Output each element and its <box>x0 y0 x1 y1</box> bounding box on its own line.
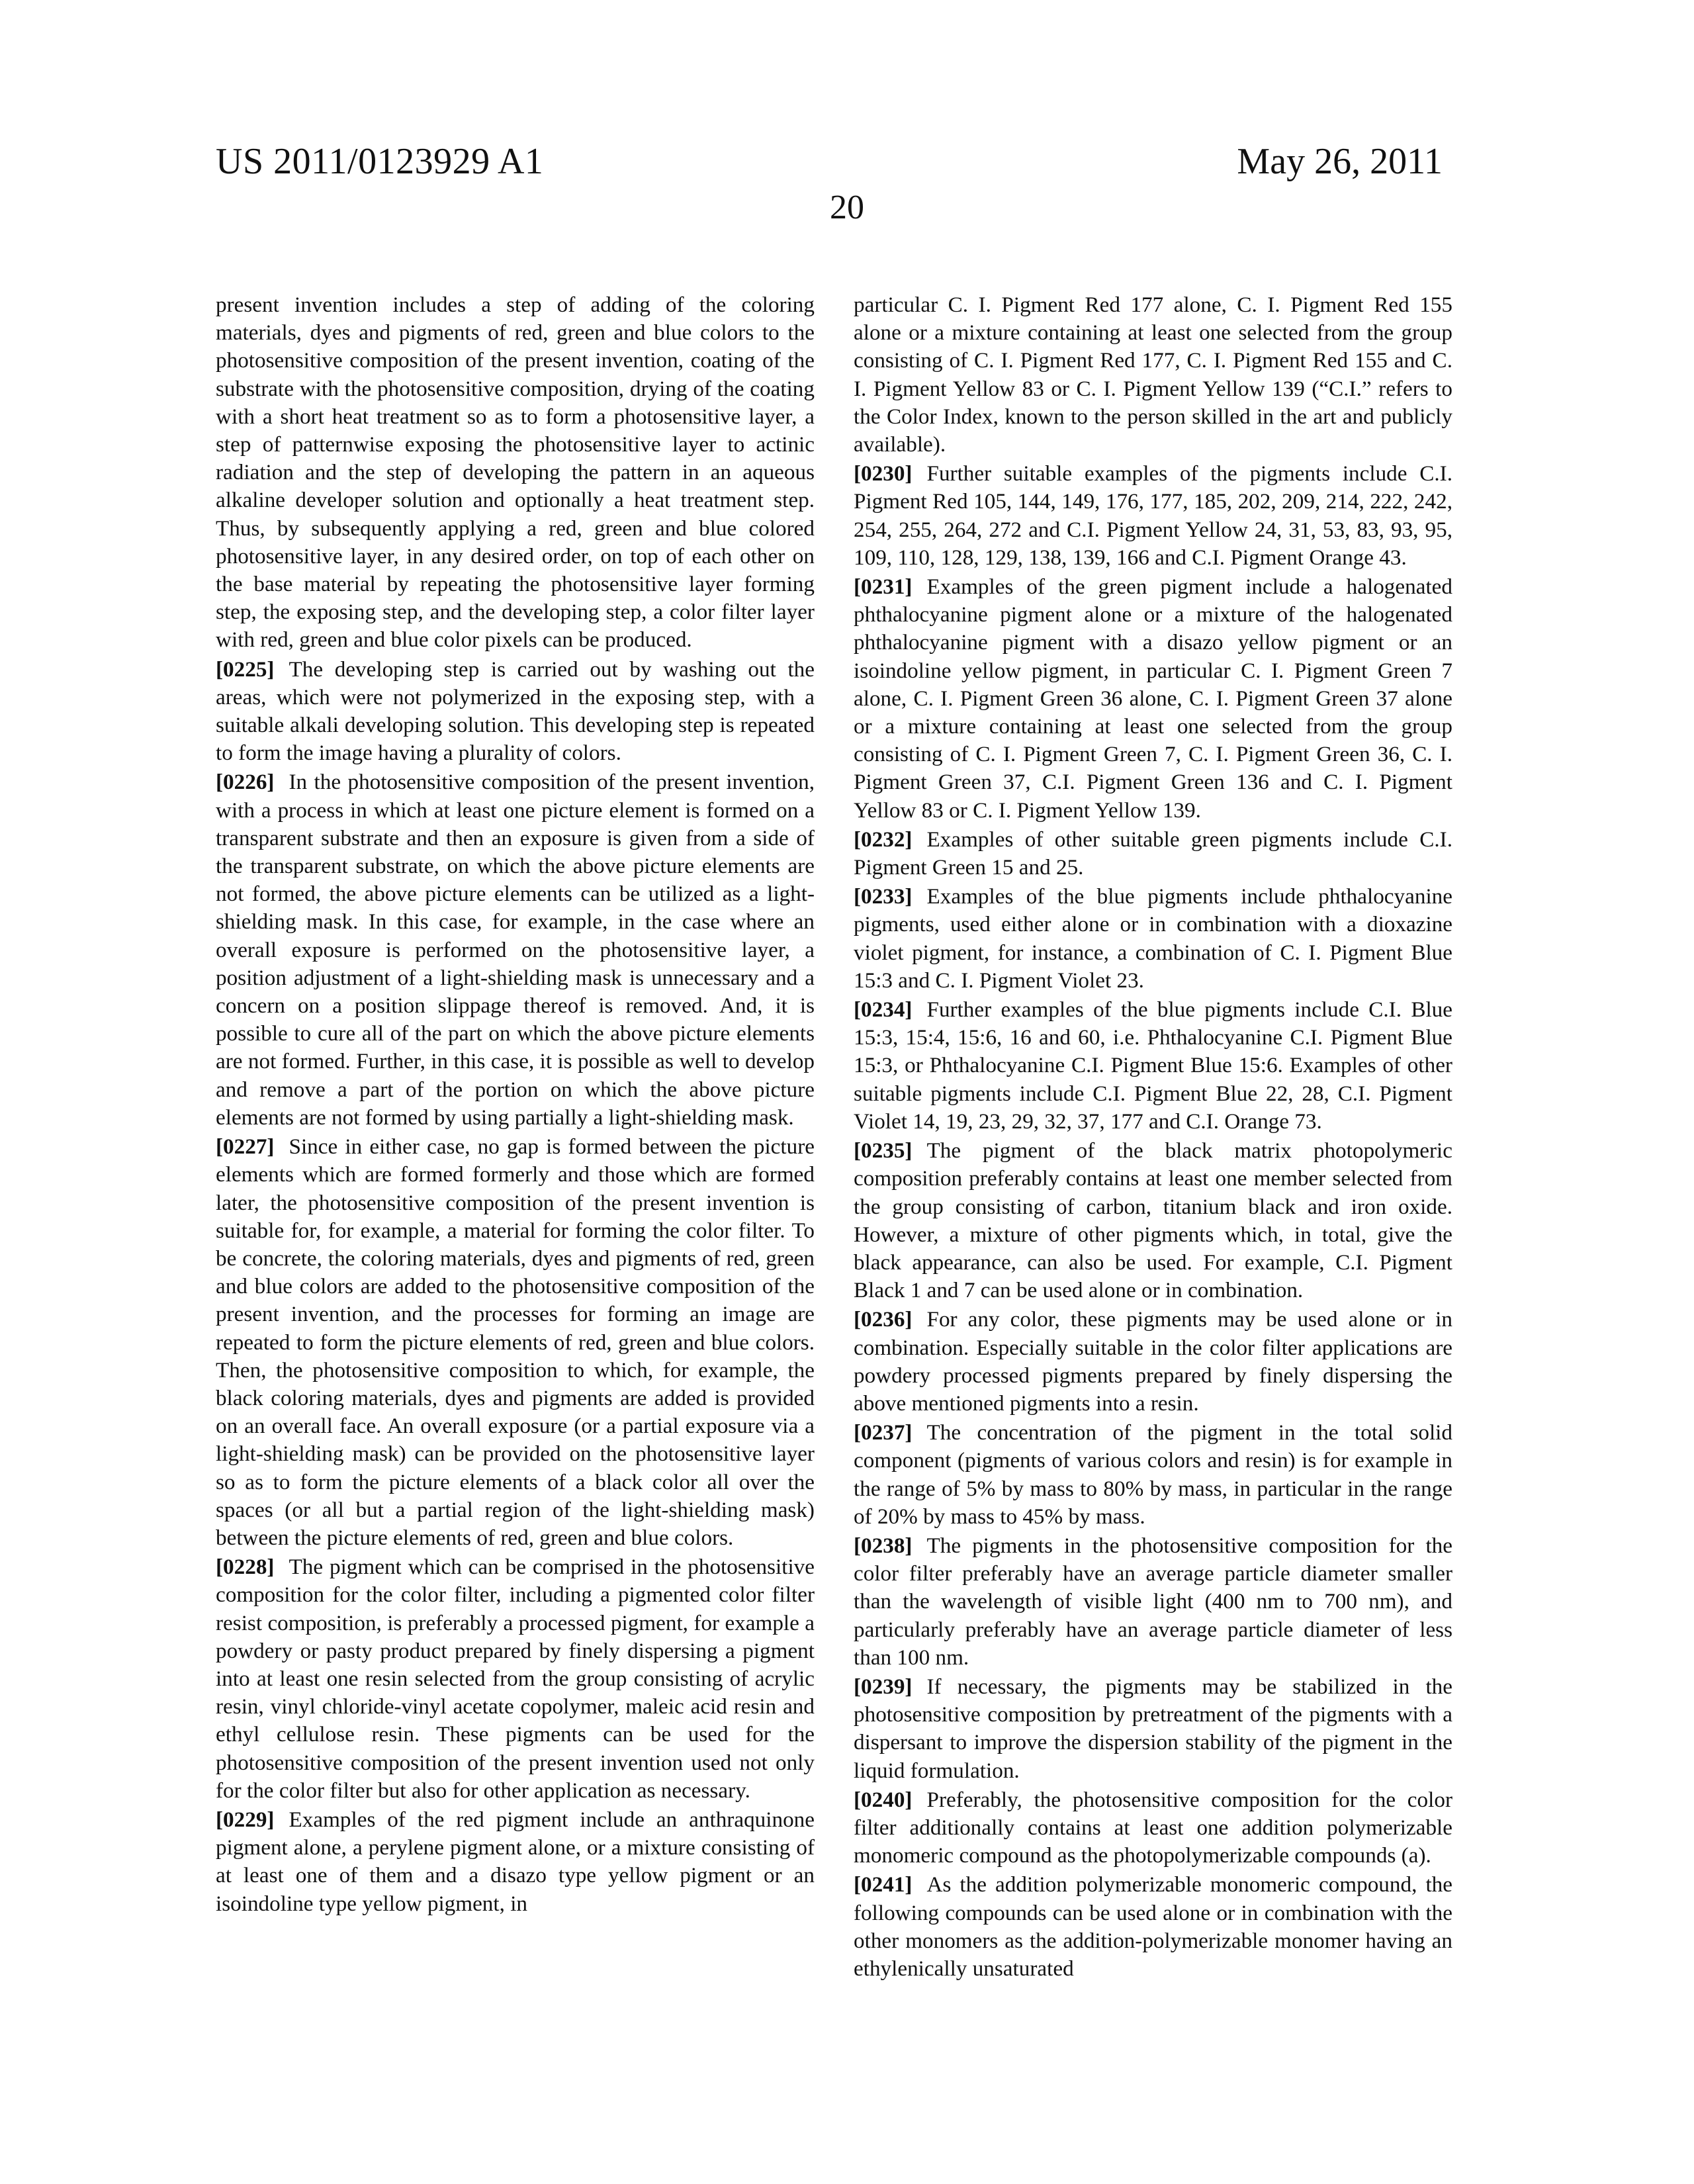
paragraph-0236 <box>854 1306 1452 1418</box>
left-column <box>216 291 815 1919</box>
paragraph-0234 <box>854 996 1452 1136</box>
paragraph-number: [0237] <box>854 1420 912 1445</box>
paragraph-0232 <box>854 826 1452 882</box>
paragraph-continuation: present invention includes a step of adding of the coloring materials, dyes and pigments of red, green and blue colors to the photosensitive composition of the present invention, coating of the substrate with the photosensitive composition, drying of the coating with a short heat treatment so as to form a photosensitive layer, a step of patternwise exposing the photosensitive layer to actinic radiation and the step of developing the pattern in an aqueous alkaline developer solution and optionally a heat treatment step. Thus, by subsequently applying a red, green and blue colored photosensitive layer, in any desired order, on top of each other on the base material by repeating the photosensitive layer forming step, the exposing step, and the developing step, a color filter layer with red, green and blue color pixels can be produced. <box>216 291 815 655</box>
paragraph-text: Further examples of the blue pigments include C.I. Blue 15:3, 15:4, 15:6, 16 and 60, i.e. Phthalocyanine C.I. Pigment Blue 15:3, or Phthalocyanine C.I. Pigment Blue 15:6. Examples of other suitable pigments include C.I. Pigment Blue 22, 28, C.I. Pigment Violet 14, 19, 23, 29, 32, 37, 177 and C.I. Orange 73. <box>854 997 1452 1134</box>
paragraph-text: The pigment which can be comprised in the photosensitive composition for the color filter, including a pigmented color filter resist composition, is preferably a processed pigment, for example a powdery or pasty product prepared by finely dispersing a pigment into at least one resin selected from the group consisting of acrylic resin, vinyl chloride-vinyl acetate copolymer, maleic acid resin and ethyl cellulose resin. These pigments can be used for the photosensitive composition of the present invention used not only for the color filter but also for other application as necessary. <box>216 1555 815 1803</box>
paragraph-text: For any color, these pigments may be used alone or in combination. Especially suitable in the color filter applications are powdery processed pigments prepared by finely dispersing the above mentioned pigments into a resin. <box>854 1307 1452 1416</box>
paragraph-number: [0229] <box>216 1807 274 1832</box>
paragraph-0229 <box>216 1806 815 1918</box>
paragraph-number: [0236] <box>854 1307 912 1332</box>
paragraph-text: Examples of the red pigment include an anthraquinone pigment alone, a perylene pigment alone, or a mixture consisting of at least one of them and a disazo type yellow pigment or an isoindoline type yellow pigment, in <box>216 1807 815 1916</box>
paragraph-number: [0238] <box>854 1533 912 1558</box>
paragraph-number: [0228] <box>216 1555 274 1579</box>
paragraph-text: The concentration of the pigment in the total solid component (pigments of various colors and resin) is for example in the range of 5% by mass to 80% by mass, in particular in the range of 20% by mass to 45% by mass. <box>854 1420 1452 1529</box>
paragraph-number: [0227] <box>216 1134 274 1159</box>
paragraph-0231 <box>854 573 1452 825</box>
paragraph-text: If necessary, the pigments may be stabilized in the photosensitive composition by pretreatment of the pigments with a dispersant to improve the dispersion stability of the pigment in the liquid formulation. <box>854 1674 1452 1783</box>
right-column <box>854 291 1452 1984</box>
paragraph-0228 <box>216 1553 815 1805</box>
paragraph-text: Examples of other suitable green pigments include C.I. Pigment Green 15 and 25. <box>854 827 1452 880</box>
paragraph-0235 <box>854 1137 1452 1304</box>
paragraph-text: The developing step is carried out by washing out the areas, which were not polymerized in the exposing step, with a suitable alkali developing solution. This developing step is repeated to form the image having a plurality of colors. <box>216 657 815 766</box>
paragraph-0225 <box>216 656 815 768</box>
paragraph-text: Examples of the green pigment include a halogenated phthalocyanine pigment alone or a mixture of the halogenated phthalocyanine pigment with a disazo yellow pigment or an isoindoline yellow pigment, in particular C. I. Pigment Green 7 alone, C. I. Pigment Green 36 alone, C. I. Pigment Green 37 alone or a mixture containing at least one selected from the group consisting of C. I. Pigment Green 7, C. I. Pigment Green 36, C. I. Pigment Green 37, C.I. Pigment Green 136 and C. I. Pigment Yellow 83 or C. I. Pigment Yellow 139. <box>854 574 1452 823</box>
paragraph-text: Preferably, the photosensitive composition for the color filter additionally contains at least one addition polymerizable monomeric compound as the photopolymerizable compounds (a). <box>854 1788 1452 1868</box>
paragraph-text: Since in either case, no gap is formed between the picture elements which are formed formerly and those which are formed later, the photosensitive composition of the present invention is suitable for, for example, a material for forming the color filter. To be concrete, the coloring materials, dyes and pigments of red, green and blue colors are added to the photosensitive composition of the present invention, and the processes for forming an image are repeated to form the picture elements of red, green and blue colors. Then, the photosensitive composition to which, for example, the black coloring materials, dyes and pigments are added is provided on an overall face. An overall exposure (or a partial exposure via a light-shielding mask) can be provided on the photosensitive layer so as to form the picture elements of a black color all over the spaces (or all but a partial region of the light-shielding mask) between the picture elements of red, green and blue colors. <box>216 1134 815 1550</box>
paragraph-text: In the photosensitive composition of the present invention, with a process in which at least one picture element is formed on a transparent substrate and then an exposure is given from a side of the transparent substrate, on which the above picture elements are not formed, the above picture elements can be utilized as a light-shielding mask. In this case, for example, in the case where an overall exposure is performed on the photosensitive layer, a position adjustment of a light-shielding mask is unnecessary and a concern on a position slippage thereof is removed. And, it is possible to cure all of the part on which the above picture elements are not formed. Further, in this case, it is possible as well to develop and remove a part of the portion on which the above picture elements are not formed by using partially a light-shielding mask. <box>216 770 815 1129</box>
paragraph-0227 <box>216 1133 815 1552</box>
paragraph-0238 <box>854 1532 1452 1672</box>
paragraph-continuation: particular C. I. Pigment Red 177 alone, C. I. Pigment Red 155 alone or a mixture containing at least one selected from the group consisting of C. I. Pigment Red 177, C. I. Pigment Red 155 and C. I. Pigment Yellow 83 or C. I. Pigment Yellow 139 (“C.I.” refers to the Color Index, known to the person skilled in the art and publicly available). <box>854 291 1452 459</box>
paragraph-number: [0231] <box>854 574 912 599</box>
paragraph-number: [0241] <box>854 1872 912 1897</box>
paragraph-text: As the addition polymerizable monomeric compound, the following compounds can be used alone or in combination with the other monomers as the addition-polymerizable monomer having an ethylenically unsaturated <box>854 1872 1452 1981</box>
paragraph-0226 <box>216 768 815 1132</box>
publication-number: US 2011/0123929 A1 <box>216 140 543 183</box>
publication-date: May 26, 2011 <box>1237 140 1443 183</box>
paragraph-text: The pigment of the black matrix photopolymeric composition preferably contains at least one member selected from the group consisting of carbon, titanium black and iron oxide. However, a mixture of other pigments which, in total, give the black appearance, can also be used. For example, C.I. Pigment Black 1 and 7 can be used alone or in combination. <box>854 1138 1452 1302</box>
paragraph-0239 <box>854 1673 1452 1785</box>
paragraph-number: [0226] <box>216 770 274 794</box>
paragraph-number: [0225] <box>216 657 274 682</box>
paragraph-text: Examples of the blue pigments include phthalocyanine pigments, used either alone or in combination with a dioxazine violet pigment, for instance, a combination of C. I. Pigment Blue 15:3 and C. I. Pigment Violet 23. <box>854 884 1452 993</box>
paragraph-number: [0233] <box>854 884 912 909</box>
paragraph-number: [0232] <box>854 827 912 852</box>
paragraph-number: [0239] <box>854 1674 912 1699</box>
page-number: 20 <box>0 188 1694 227</box>
paragraph-number: [0234] <box>854 997 912 1022</box>
paragraph-0240 <box>854 1786 1452 1870</box>
paragraph-number: [0235] <box>854 1138 912 1163</box>
paragraph-0233 <box>854 883 1452 995</box>
paragraph-0241 <box>854 1871 1452 1983</box>
paragraph-text: Further suitable examples of the pigments include C.I. Pigment Red 105, 144, 149, 176, 177, 185, 202, 209, 214, 222, 242, 254, 255, 264, 272 and C.I. Pigment Yellow 24, 31, 53, 83, 93, 95, 109, 110, 128, 129, 138, 139, 166 and C.I. Pigment Orange 43. <box>854 461 1452 570</box>
paragraph-0237 <box>854 1419 1452 1531</box>
paragraph-number: [0230] <box>854 461 912 486</box>
paragraph-0230 <box>854 460 1452 572</box>
paragraph-number: [0240] <box>854 1788 912 1812</box>
paragraph-text: The pigments in the photosensitive composition for the color filter preferably have an average particle diameter smaller than the wavelength of visible light (400 nm to 700 nm), and particularly preferably have an average particle diameter of less than 100 nm. <box>854 1533 1452 1670</box>
